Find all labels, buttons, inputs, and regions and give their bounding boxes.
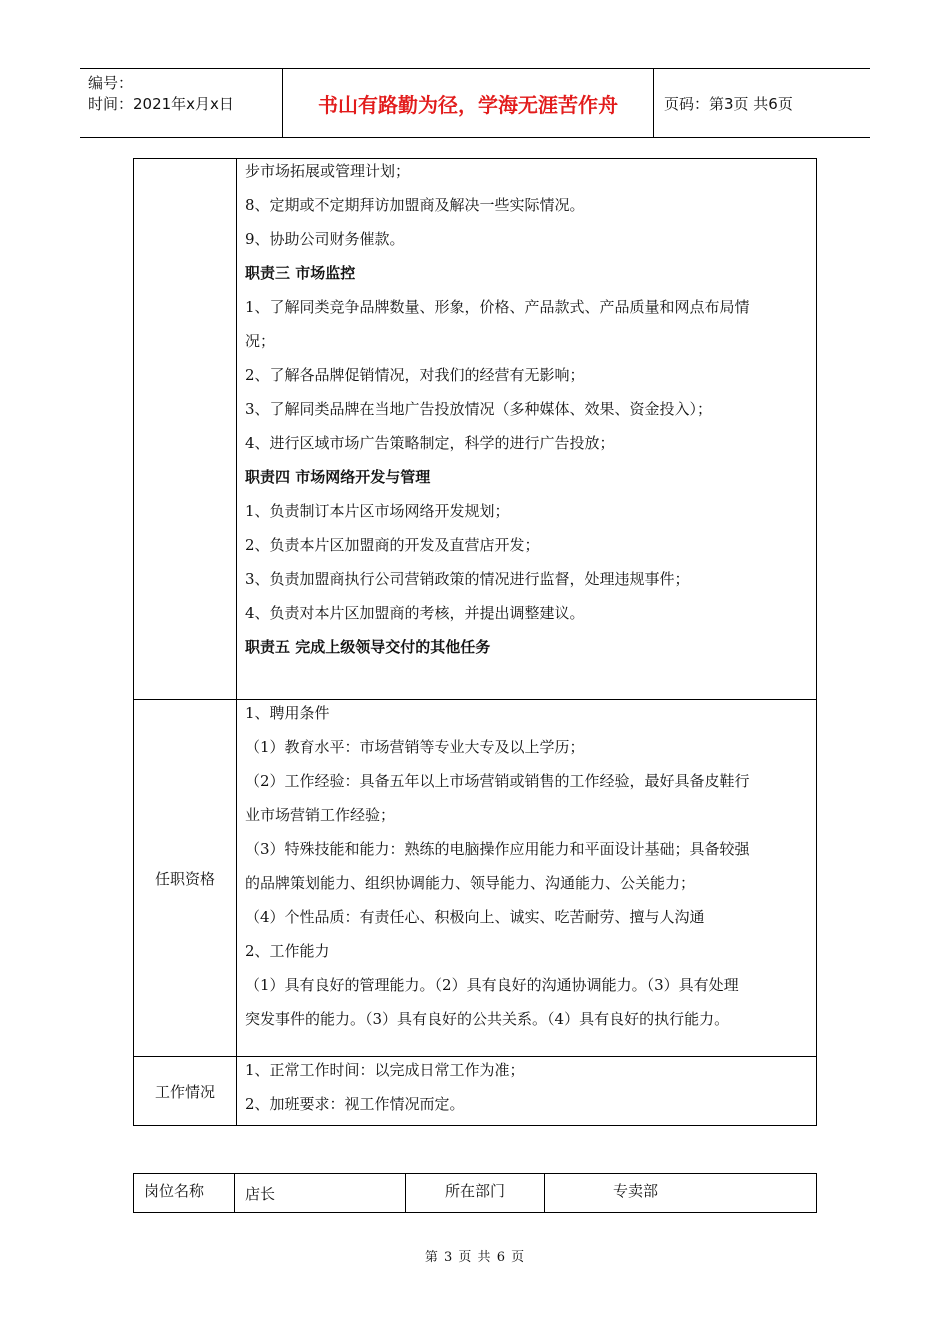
duty-line: 9、协助公司财务催款。 [245,230,405,248]
qual-line: （4）个性品质：有责任心、积极向上、诚实、吃苦耐劳、擅与人沟通 [245,908,705,926]
duty-line: 2、了解各品牌促销情况，对我们的经营有无影响； [245,366,585,384]
qualifications-label: 任职资格 [134,700,237,1057]
duty-heading: 职责三 市场监控 [245,264,356,282]
row-work-conditions [134,1057,817,1126]
qual-line: （3）特殊技能和能力：熟练的电脑操作应用能力和平面设计基础；具备较强 [245,840,750,858]
department-label-cell [406,1174,545,1213]
position-table [133,1173,817,1213]
duty-line: 1、了解同类竞争品牌数量、形象，价格、产品款式、产品质量和网点布局情 [245,298,750,316]
duty-heading: 职责五 完成上级领导交付的其他任务 [245,638,491,656]
duties-content [237,159,817,700]
position-name-label: 岗位名称 [144,1182,205,1200]
qual-line: （2）工作经验：具备五年以上市场营销或销售的工作经验，最好具备皮鞋行 [245,772,750,790]
department-value: 专卖部 [613,1182,659,1200]
position-name-value: 店长 [245,1185,276,1203]
qual-line: 业市场营销工作经验； [245,806,396,824]
qual-line: 2、工作能力 [245,942,330,960]
duty-line: 1、负责制订本片区市场网络开发规划； [245,502,510,520]
position-name-value-cell [235,1174,406,1213]
row-duties [134,159,817,700]
work-line: 2、加班要求：视工作情况而定。 [245,1095,465,1113]
work-conditions-label: 工作情况 [134,1057,237,1126]
department-label: 所在部门 [444,1182,505,1200]
work-conditions-content [237,1057,817,1126]
position-row [134,1174,817,1213]
duty-line: 2、负责本片区加盟商的开发及直营店开发； [245,536,540,554]
header-motto: 书山有路勤为径，学海无涯苦作舟 [283,69,654,137]
duty-line: 4、负责对本片区加盟商的考核，并提出调整建议。 [245,604,585,622]
qual-line: 突发事件的能力。（3）具有良好的公共关系。（4）具有良好的执行能力。 [245,1010,730,1028]
duties-label-cell [134,159,237,700]
duty-line: 4、进行区域市场广告策略制定，科学的进行广告投放； [245,434,615,452]
header-page: 页码：第3页 共6页 [664,94,793,113]
header-time: 时间：2021年x月x日 [88,95,234,113]
duty-line: 3、了解同类品牌在当地广告投放情况（多种媒体、效果、资金投入）； [245,400,713,418]
duty-heading: 职责四 市场网络开发与管理 [245,468,431,486]
department-value-cell [545,1174,817,1213]
qual-line: 1、聘用条件 [245,704,330,722]
duty-line: 步市场拓展或管理计划； [245,162,411,180]
qual-line: （1）教育水平：市场营销等专业大专及以上学历； [245,738,585,756]
header-number: 编号： [88,74,134,92]
work-line: 1、正常工作时间：以完成日常工作为准； [245,1061,525,1079]
duty-line: 况； [245,332,276,350]
position-name-label-cell [134,1174,235,1213]
header-meta [80,69,283,137]
qual-line: （1）具有良好的管理能力。（2）具有良好的沟通协调能力。（3）具有处理 [245,976,739,994]
duty-line: 3、负责加盟商执行公司营销政策的情况进行监督，处理违规事件； [245,570,690,588]
job-description-table [133,158,817,1126]
qual-line: 的品牌策划能力、组织协调能力、领导能力、沟通能力、公关能力； [245,874,696,892]
row-qualifications [134,700,817,1057]
page-footer: 第 3 页 共 6 页 [424,1250,526,1265]
qualifications-content [237,700,817,1057]
duty-line: 8、定期或不定期拜访加盟商及解决一些实际情况。 [245,196,585,214]
page-header [80,68,870,138]
